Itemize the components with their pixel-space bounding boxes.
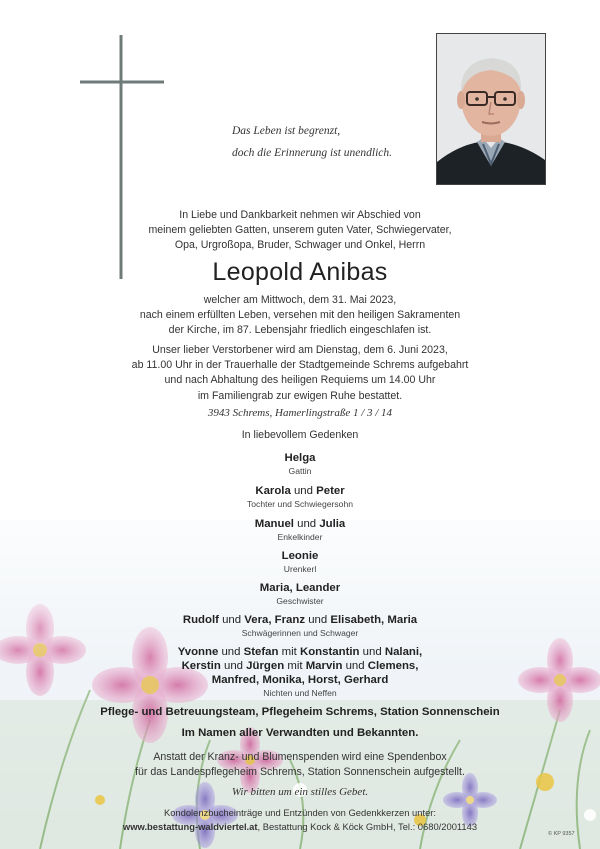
footer-line-2 [0, 821, 600, 832]
mourner-relation: Tochter und Schwiegersohn [246, 499, 354, 509]
portrait-photo [436, 33, 546, 185]
death-line: welcher am Mittwoch, dem 31. Mai 2023, [203, 294, 397, 306]
mourner-group-grandchildren [0, 517, 600, 543]
mourner-relation: Schwägerinnen und Schwager [241, 628, 359, 638]
mourner-name: Karola und Peter [255, 485, 345, 497]
mourner-relation: Enkelkinder [277, 532, 323, 542]
intro-line: Opa, Urgroßopa, Bruder, Schwager und Onkel, Herrn [174, 239, 426, 252]
mourner-group-nieces-nephews [0, 645, 600, 699]
mourner-name: Maria, Leander [259, 582, 341, 594]
mourner-name: Manfred, Monika, Horst, Gerhard [211, 674, 389, 686]
footer-line-1: Kondolenzbucheinträge und Entzünden von Gedenkkerzen unter: [163, 807, 437, 818]
mourner-name: Manuel und Julia [254, 518, 346, 530]
funeral-text [0, 343, 600, 404]
mourner-relation: Gattin [288, 466, 312, 476]
donation-line: Anstatt der Kranz- und Blumenspenden wird eine Spendenbox [153, 751, 447, 763]
mourner-relation: Geschwister [276, 596, 324, 606]
mourner-group-spouse [0, 451, 600, 477]
deceased-name: Leopold Anibas [212, 258, 388, 286]
funeral-line: und nach Abhaltung des heiligen Requiems um 14.00 Uhr [164, 374, 436, 387]
print-code: © KP 9357 [548, 831, 575, 837]
address: 3943 Schrems, Hamerlingstraße 1 / 3 / 14 [207, 407, 393, 419]
mourner-relation: Urenkerl [283, 564, 317, 574]
mourner-group-children [0, 484, 600, 510]
intro-line: meinem geliebten Gatten, unserem guten Vater, Schwiegervater, [148, 224, 452, 237]
funeral-line: im Familiengrab zur ewigen Ruhe bestattet. [197, 389, 403, 402]
mourner-name: Leonie [281, 550, 319, 562]
mourner-group-great-grandchildren [0, 549, 600, 575]
donation-line: für das Landespflegeheim Schrems, Station Sonnenschein aufgestellt. [135, 766, 465, 779]
mourner-relation: Nichten und Neffen [263, 688, 337, 698]
prayer-line: Wir bitten um ein stilles Gebet. [231, 786, 369, 798]
funeral-home-contact: , Bestattung Kock & Köck GmbH, Tel.: 0680/2001143 [257, 821, 478, 832]
quote-line-1: Das Leben ist begrenzt, [232, 125, 341, 137]
death-line: der Kirche, im 87. Lebensjahr friedlich eingeschlafen ist. [168, 324, 432, 337]
funeral-line: ab 11.00 Uhr in der Trauerhalle der Stadtgemeinde Schrems aufgebahrt [131, 359, 469, 372]
donation-note [0, 750, 600, 780]
website-link[interactable]: www.bestattung-waldviertel.at [122, 821, 258, 832]
mourner-group-siblings [0, 581, 600, 607]
intro-text [0, 208, 600, 254]
mourner-name: Kerstin und Jürgen mit Marvin und Clemens, [181, 660, 419, 672]
mourner-group-in-laws [0, 613, 600, 639]
death-text [0, 293, 600, 339]
funeral-line: Unser lieber Verstorbener wird am Dienstag, dem 6. Juni 2023, [152, 344, 448, 356]
quote-line-2: doch die Erinnerung ist unendlich. [232, 147, 393, 159]
death-line: nach einem erfüllten Leben, versehen mit den heiligen Sakramenten [139, 309, 461, 322]
remembrance-line: In liebevollem Gedenken [241, 429, 359, 441]
mourner-name: Rudolf und Vera, Franz und Elisabeth, Maria [182, 614, 418, 626]
mourner-name: Yvonne und Stefan mit Konstantin und Nalani, [177, 646, 423, 658]
family-note: Im Namen aller Verwandten und Bekannten. [181, 727, 419, 739]
care-team-line: Pflege- und Betreuungsteam, Pflegeheim Schrems, Station Sonnenschein [100, 706, 500, 718]
intro-line: In Liebe und Dankbarkeit nehmen wir Abschied von [179, 209, 421, 221]
mourner-name: Helga [284, 452, 316, 464]
